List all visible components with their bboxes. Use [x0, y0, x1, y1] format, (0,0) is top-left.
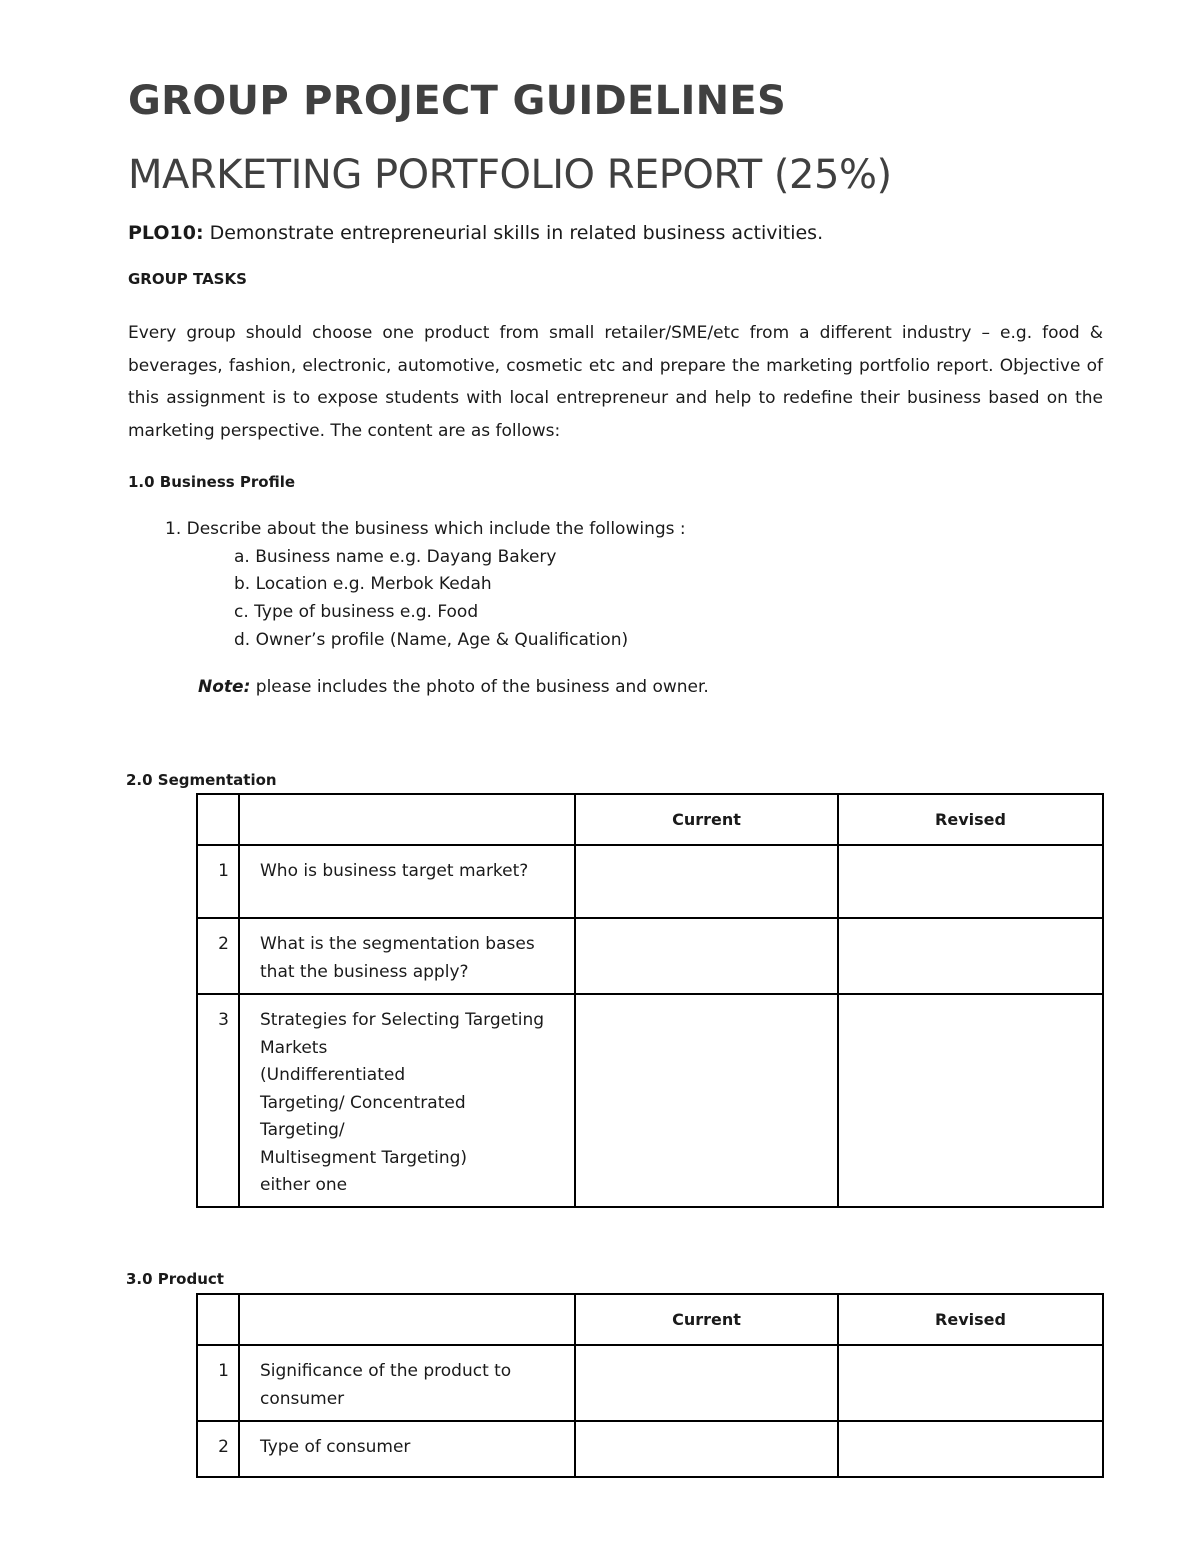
business-profile-item-1: 1. Describe about the business which include the followings : [165, 519, 686, 539]
product-header-row [197, 1294, 1103, 1345]
segmentation-header-question [239, 794, 575, 845]
revised-cell[interactable] [838, 1345, 1103, 1421]
row-number: 2 [197, 918, 239, 994]
plo-text: Demonstrate entrepreneurial skills in related business activities. [203, 222, 824, 244]
row-question [239, 994, 575, 1207]
revised-cell[interactable] [838, 1421, 1103, 1477]
business-profile-sub-d: d. Owner’s profile (Name, Age & Qualification) [234, 630, 629, 650]
revised-cell[interactable] [838, 845, 1103, 918]
table-row [197, 918, 1103, 994]
question-line: Markets [260, 1037, 328, 1058]
product-heading: 3.0 Product [126, 1270, 224, 1288]
question-line: Who is business target market? [260, 861, 529, 881]
row-question [239, 918, 575, 994]
question-line: (Undifferentiated [260, 1065, 406, 1085]
note-label: Note: [198, 677, 251, 697]
question-line: Type of consumer [260, 1437, 411, 1457]
question-line: What is the segmentation bases [260, 934, 535, 954]
current-cell[interactable] [575, 1421, 838, 1477]
segmentation-header-revised: Revised [838, 794, 1103, 845]
revised-cell[interactable] [838, 918, 1103, 994]
table-row [197, 845, 1103, 918]
revised-cell[interactable] [838, 994, 1103, 1207]
question-line: consumer [260, 1388, 345, 1409]
segmentation-table [196, 793, 1104, 1208]
plo-statement [128, 222, 823, 244]
current-cell[interactable] [575, 918, 838, 994]
question-line: Targeting/ Concentrated [260, 1092, 466, 1113]
question-line: either one [260, 1175, 348, 1195]
row-number: 1 [197, 1345, 239, 1421]
segmentation-header-num [197, 794, 239, 845]
question-line: Targeting/ [260, 1120, 345, 1140]
table-row [197, 994, 1103, 1207]
row-question [239, 845, 575, 918]
question-line: Significance of the product to [260, 1361, 512, 1381]
question-line: Strategies for Selecting Targeting [260, 1010, 545, 1030]
segmentation-header-row [197, 794, 1103, 845]
business-profile-note [198, 677, 709, 697]
question-line: Multisegment Targeting) [260, 1147, 468, 1168]
plo-label: PLO10: [128, 222, 204, 244]
product-header-current: Current [575, 1294, 838, 1345]
row-question [239, 1345, 575, 1421]
row-question [239, 1421, 575, 1477]
segmentation-heading: 2.0 Segmentation [126, 771, 277, 789]
document-subtitle: MARKETING PORTFOLIO REPORT (25%) [128, 152, 892, 198]
product-header-question [239, 1294, 575, 1345]
current-cell[interactable] [575, 1345, 838, 1421]
product-table [196, 1293, 1104, 1478]
group-tasks-paragraph: Every group should choose one product from small retailer/SME/etc from a different industry – e.g. food & beverages, fashion, electronic, automotive, cosmetic etc and prepare the marketing portfolio report. Objective of this assignment is to expose students with local entrepreneur and help to redefine their business based on the marketing perspective. The content are as follows: [128, 323, 1103, 441]
current-cell[interactable] [575, 845, 838, 918]
row-number: 2 [197, 1421, 239, 1477]
current-cell[interactable] [575, 994, 838, 1207]
table-row [197, 1421, 1103, 1477]
document-title: GROUP PROJECT GUIDELINES [128, 78, 787, 124]
business-profile-sub-b: b. Location e.g. Merbok Kedah [234, 574, 492, 594]
question-line: that the business apply? [260, 961, 469, 982]
product-header-num [197, 1294, 239, 1345]
table-row [197, 1345, 1103, 1421]
row-number: 1 [197, 845, 239, 918]
product-header-revised: Revised [838, 1294, 1103, 1345]
segmentation-header-current: Current [575, 794, 838, 845]
business-profile-sub-c: c. Type of business e.g. Food [234, 602, 479, 622]
business-profile-heading: 1.0 Business Profile [128, 473, 296, 491]
business-profile-sub-a: a. Business name e.g. Dayang Bakery [234, 547, 557, 567]
group-tasks-heading: GROUP TASKS [128, 270, 247, 288]
note-text: please includes the photo of the business and owner. [250, 677, 709, 697]
row-number: 3 [197, 994, 239, 1207]
